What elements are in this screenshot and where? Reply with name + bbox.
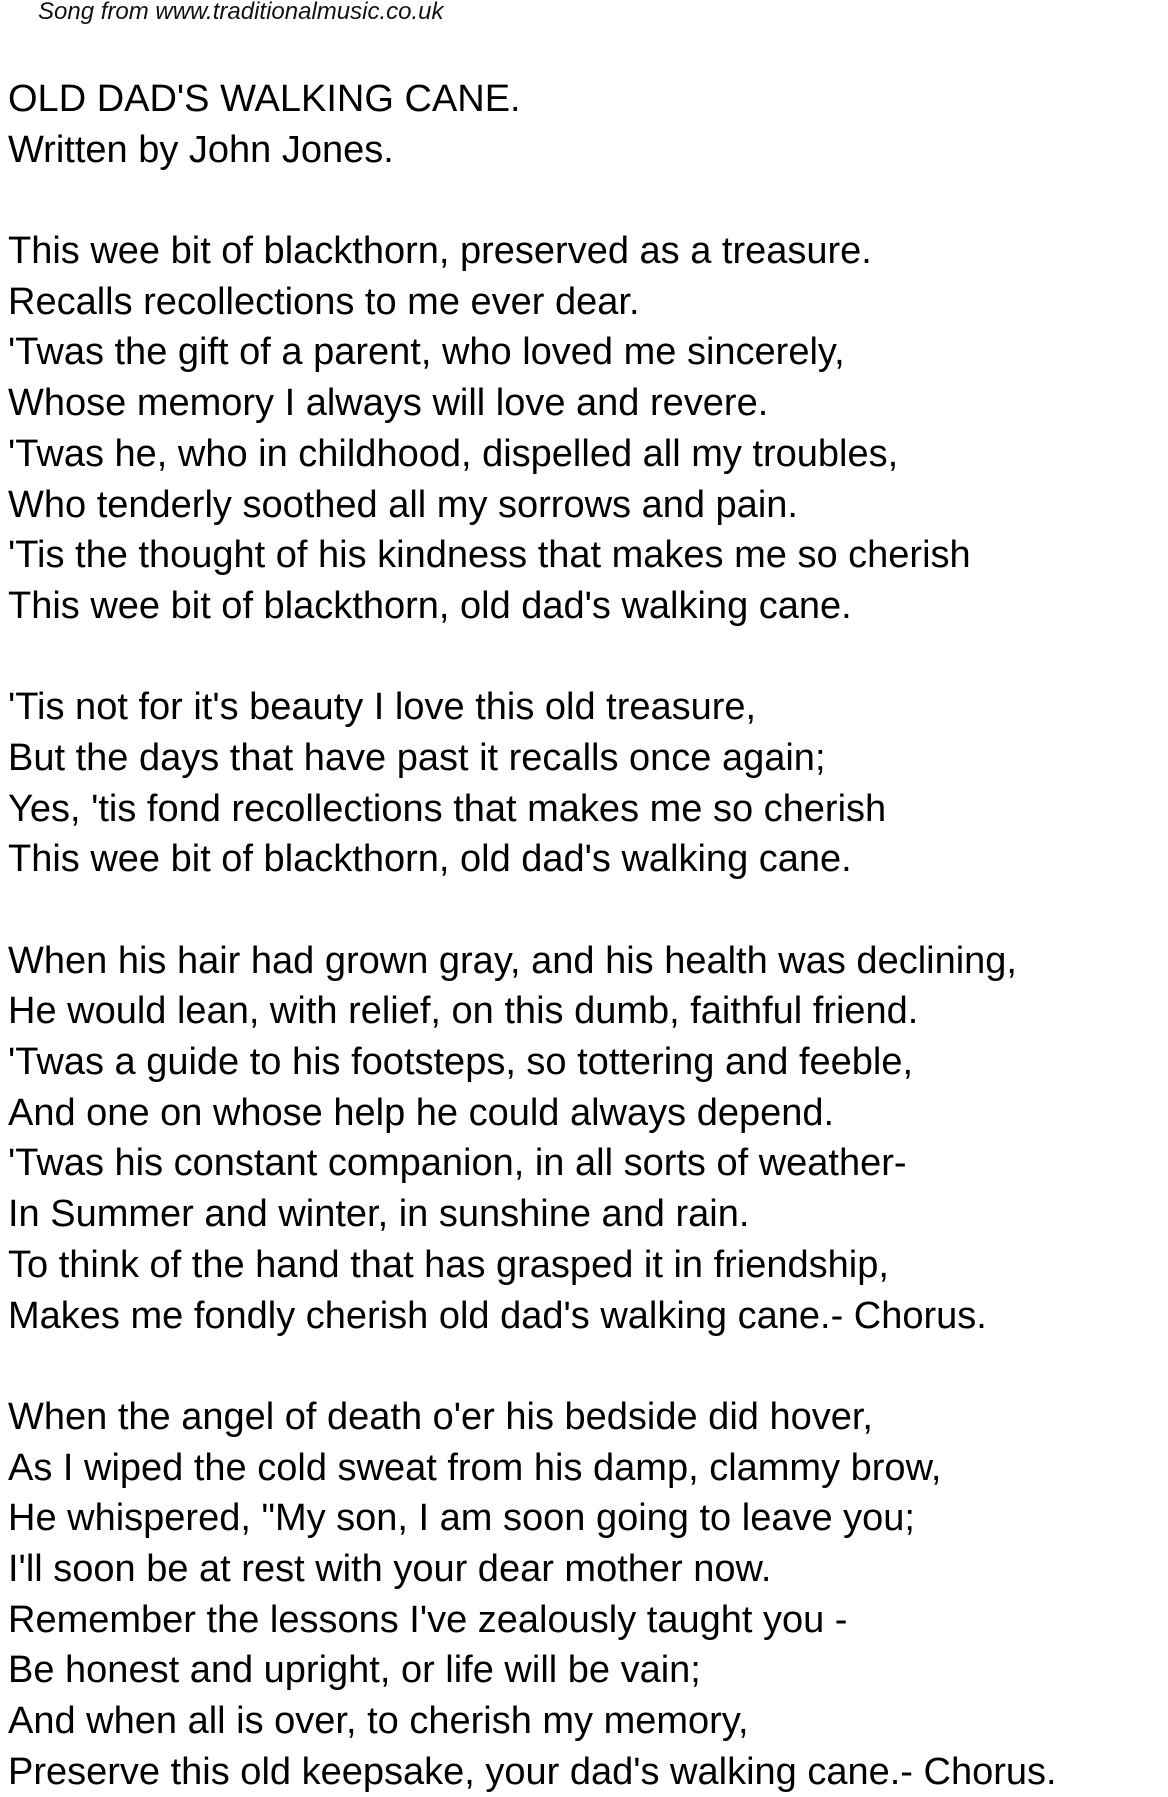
lyric-line: And when all is over, to cherish my memory, <box>8 1700 749 1742</box>
lyric-line: And one on whose help he could always depend. <box>8 1091 835 1134</box>
lyric-line: As I wiped the cold sweat from his damp, clammy brow, <box>8 1446 942 1489</box>
lyric-line: 'Twas his constant companion, in all sorts of weather- <box>8 1142 907 1185</box>
lyric-line: 'Twas a guide to his footsteps, so tottering and feeble, <box>8 1041 914 1084</box>
lyric-line: Be honest and upright, or life will be vain; <box>8 1649 701 1692</box>
lyric-line: 'Twas he, who in childhood, dispelled all my troubles, <box>8 432 899 475</box>
lyric-line: 'Tis the thought of his kindness that makes me so cherish <box>8 534 971 577</box>
lyric-line: This wee bit of blackthorn, preserved as a treasure. <box>8 230 872 273</box>
stanza-gap <box>8 175 1163 226</box>
song-author: Written by John Jones. <box>8 128 394 171</box>
lyric-line: In Summer and winter, in sunshine and rain. <box>8 1193 750 1236</box>
stanza-2 <box>8 682 1163 885</box>
lyric-line: When his hair had grown gray, and his health was declining, <box>8 939 1017 982</box>
lyric-line: 'Tis not for it's beauty I love this old treasure, <box>8 686 757 729</box>
stanza-1 <box>8 226 1163 632</box>
lyric-line: When the angel of death o'er his bedside did hover, <box>8 1395 873 1438</box>
lyric-line: Yes, 'tis fond recollections that makes me so cherish <box>8 787 887 830</box>
stanza-gap <box>8 1341 1163 1392</box>
lyric-line: Who tenderly soothed all my sorrows and pain. <box>8 483 798 526</box>
lyric-line: Recalls recollections to me ever dear. <box>8 280 640 323</box>
stanza-gap <box>8 632 1163 683</box>
lyric-line: He would lean, with relief, on this dumb, faithful friend. <box>8 990 919 1033</box>
lyric-line: To think of the hand that has grasped it in friendship, <box>8 1243 889 1286</box>
lyric-line: This wee bit of blackthorn, old dad's walking cane. <box>8 838 852 881</box>
lyric-line: Makes me fondly cherish old dad's walking cane.- Chorus. <box>8 1294 987 1337</box>
lyric-line: I'll soon be at rest with your dear mother now. <box>8 1547 772 1590</box>
lyric-line: He whispered, "My son, I am soon going to leave you; <box>8 1497 915 1540</box>
song-text <box>8 74 1163 1797</box>
stanza-4 <box>8 1392 1163 1797</box>
lyric-line: Preserve this old keepsake, your dad's walking cane.- Chorus. <box>8 1750 1057 1793</box>
stanza-3 <box>8 936 1163 1342</box>
lyric-line: 'Twas the gift of a parent, who loved me sincerely, <box>8 331 845 374</box>
source-note: Song from www.traditionalmusic.co.uk <box>38 0 444 25</box>
lyric-line: This wee bit of blackthorn, old dad's walking cane. <box>8 584 852 627</box>
lyric-line: But the days that have past it recalls once again; <box>8 736 826 779</box>
lyric-line: Remember the lessons I've zealously taught you - <box>8 1598 848 1641</box>
lyric-line: Whose memory I always will love and revere. <box>8 382 769 425</box>
stanza-gap <box>8 885 1163 936</box>
song-title: OLD DAD'S WALKING CANE. <box>8 78 521 120</box>
